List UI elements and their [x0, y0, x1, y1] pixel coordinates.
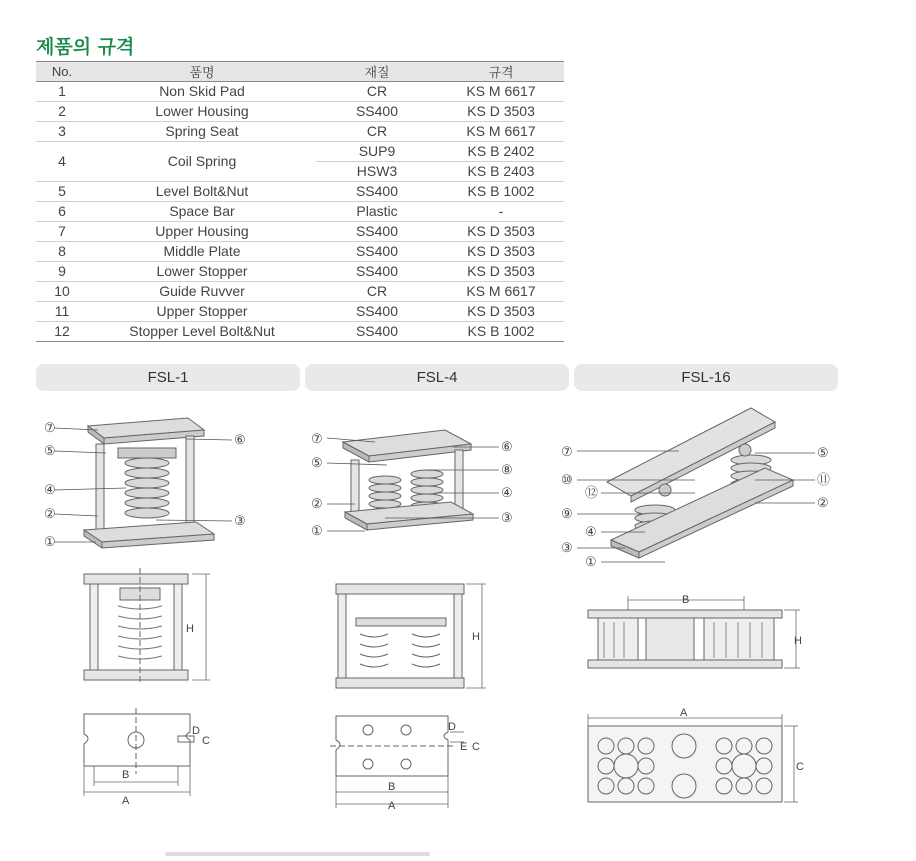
table-row: [36, 102, 564, 122]
cell-material: CR: [316, 122, 438, 142]
cell-spec: KS D 3503: [438, 302, 564, 322]
cell-no: 2: [36, 102, 88, 122]
fsl-16-front-view: [584, 592, 814, 678]
callout: ⑨: [561, 506, 573, 521]
cell-name: Upper Housing: [88, 222, 316, 242]
dim-label-a: A: [122, 795, 130, 807]
callout: ③: [501, 510, 513, 525]
cell-name: Guide Ruvver: [88, 282, 316, 302]
cell-spec: KS B 2402: [438, 142, 564, 162]
cell-material: SS400: [316, 302, 438, 322]
tab-fsl-1[interactable]: FSL-1: [36, 364, 300, 391]
callout: ⑤: [817, 445, 829, 460]
cell-name: Lower Stopper: [88, 262, 316, 282]
callout: ①: [44, 534, 56, 549]
dim-label-d: D: [448, 721, 456, 733]
callout: ①: [585, 554, 597, 569]
callout: ⑩: [561, 472, 573, 487]
table-row: [36, 202, 564, 222]
dim-label-a: A: [680, 707, 688, 719]
cell-no: 9: [36, 262, 88, 282]
cell-material: Plastic: [316, 202, 438, 222]
cell-spec: KS M 6617: [438, 82, 564, 102]
dim-label-c: C: [202, 735, 210, 747]
fsl-16-plan-view: [584, 706, 814, 810]
bottom-divider: [165, 852, 430, 856]
cell-no: 6: [36, 202, 88, 222]
callout: ④: [585, 524, 597, 539]
table-header-row: [36, 62, 564, 82]
cell-spec: KS M 6617: [438, 282, 564, 302]
cell-spec: KS B 1002: [438, 322, 564, 342]
cell-spec: KS D 3503: [438, 262, 564, 282]
col-header-spec: 규격: [438, 62, 564, 82]
callout: ⑤: [44, 443, 56, 458]
cell-name: Middle Plate: [88, 242, 316, 262]
dim-label-d: D: [192, 725, 200, 737]
callout: ⑦: [311, 431, 323, 446]
table-row: [36, 182, 564, 202]
cell-spec: KS D 3503: [438, 102, 564, 122]
callout: ⑥: [501, 439, 513, 454]
spec-table: [36, 61, 564, 342]
fsl-4-front-view: [330, 578, 490, 693]
col-header-material: 재질: [316, 62, 438, 82]
dim-label-c: C: [472, 741, 480, 753]
callout: ③: [234, 513, 246, 528]
table-row: [36, 322, 564, 342]
cell-name: Spring Seat: [88, 122, 316, 142]
cell-no: 8: [36, 242, 88, 262]
table-row: [36, 122, 564, 142]
fsl-4-isometric-drawing: [305, 420, 569, 550]
cell-material: SS400: [316, 262, 438, 282]
cell-material: CR: [316, 282, 438, 302]
callout: ③: [561, 540, 573, 555]
cell-name: Level Bolt&Nut: [88, 182, 316, 202]
fsl-16-isometric-drawing: [555, 400, 845, 576]
table-row: [36, 242, 564, 262]
callout: ④: [44, 482, 56, 497]
dim-label-a: A: [388, 800, 396, 812]
cell-material: SS400: [316, 322, 438, 342]
cell-material: CR: [316, 82, 438, 102]
dim-label-b: B: [682, 594, 690, 606]
table-row: [36, 142, 564, 162]
cell-spec: KS B 1002: [438, 182, 564, 202]
dim-label-b: B: [122, 769, 130, 781]
fsl-4-plan-view: [330, 712, 490, 812]
cell-material: SS400: [316, 182, 438, 202]
tab-fsl-4[interactable]: FSL-4: [305, 364, 569, 391]
cell-no: 12: [36, 322, 88, 342]
table-row: [36, 282, 564, 302]
cell-material: SS400: [316, 102, 438, 122]
callout: ①: [311, 523, 323, 538]
callout: ②: [817, 495, 829, 510]
callout: ⑦: [561, 444, 573, 459]
dim-label-h: H: [472, 631, 480, 643]
table-row: [36, 262, 564, 282]
cell-spec: KS B 2403: [438, 162, 564, 182]
table-row: [36, 222, 564, 242]
cell-spec: KS D 3503: [438, 242, 564, 262]
callout: ⑧: [501, 462, 513, 477]
cell-no: 10: [36, 282, 88, 302]
col-header-name: 품명: [88, 62, 316, 82]
callout: ⑫: [585, 485, 599, 500]
cell-no: 5: [36, 182, 88, 202]
cell-no: 7: [36, 222, 88, 242]
cell-name: Upper Stopper: [88, 302, 316, 322]
cell-name: Lower Housing: [88, 102, 316, 122]
col-header-no: No.: [36, 62, 88, 82]
cell-spec: KS M 6617: [438, 122, 564, 142]
callout: ⑦: [44, 420, 56, 435]
cell-spec: -: [438, 202, 564, 222]
fsl-1-isometric-drawing: [36, 408, 300, 558]
cell-name: Non Skid Pad: [88, 82, 316, 102]
fsl-1-front-view: [78, 568, 218, 688]
table-row: [36, 302, 564, 322]
cell-material: SS400: [316, 222, 438, 242]
section-title: 제품의 규격: [36, 36, 135, 58]
cell-material: HSW3: [316, 162, 438, 182]
cell-name: Coil Spring: [88, 142, 316, 182]
dim-label-b: B: [388, 781, 396, 793]
dim-label-h: H: [186, 623, 194, 635]
dim-label-e: E: [460, 741, 468, 753]
cell-material: SUP9: [316, 142, 438, 162]
tab-fsl-16[interactable]: FSL-16: [574, 364, 838, 391]
cell-name: Stopper Level Bolt&Nut: [88, 322, 316, 342]
cell-no: 11: [36, 302, 88, 322]
dim-label-h: H: [794, 635, 802, 647]
callout: ⑥: [234, 432, 246, 447]
cell-no: 1: [36, 82, 88, 102]
callout: ④: [501, 485, 513, 500]
table-row: [36, 82, 564, 102]
cell-name: Space Bar: [88, 202, 316, 222]
cell-spec: KS D 3503: [438, 222, 564, 242]
cell-no: 3: [36, 122, 88, 142]
dim-label-c: C: [796, 761, 804, 773]
fsl-1-plan-view: [76, 708, 226, 808]
callout: ②: [44, 506, 56, 521]
cell-material: SS400: [316, 242, 438, 262]
callout: ⑪: [817, 472, 831, 487]
cell-no: 4: [36, 142, 88, 182]
callout: ⑤: [311, 455, 323, 470]
callout: ②: [311, 496, 323, 511]
